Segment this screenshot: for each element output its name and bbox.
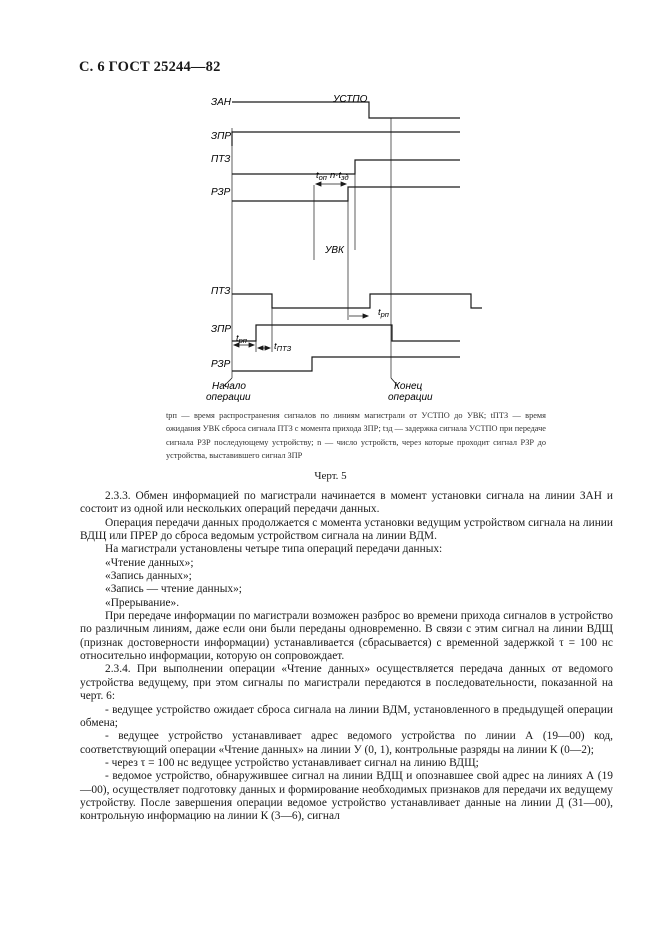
timing-diagram xyxy=(0,0,661,410)
label-zan: ЗАН xyxy=(211,97,232,108)
list-item: - ведущее устройство устанавливает адрес ведомого устройства по линии А (19—00) код, соответствующий операции «Чтение данных» на линии У (0, 1), контрольные разряды на линии К (0—2); xyxy=(80,730,613,756)
label-rzr-upper: РЗР xyxy=(211,187,231,198)
label-t-ptz: $t_{ПТЗ}$ xyxy=(274,341,292,353)
list-item: - ведомое устройство, обнаружившее сигнал на линии ВДЩ и опознавшее свой адрес на линиях А (19—00), осуществляет подготовку данных и формирование необходимых признаков для передачи их ведущему устройству. После завершения операции ведомое устройство устанавливает данные на линии Д (31—00), контрольную информацию на линии К (3—6), сигнал xyxy=(80,770,613,823)
diagram-legend: tрп — время распространения сигналов по линиям магистрали от УСТПО до УВК; tПТЗ — время ожидания УВК сброса сигнала ПТЗ с момента прихода ЗПР; tзд — задержка сигнала УСТПО при передаче сигнала РЗР последующему устройству; n — число устройств, через которые проходит сигнал РЗР до устройства, выставившего сигнал ЗПР xyxy=(166,411,546,461)
label-t-rp-left: $t_{рп}$ xyxy=(236,333,247,345)
page-header: С. 6 ГОСТ 25244—82 xyxy=(79,59,221,75)
list-item: «Чтение данных»; xyxy=(105,556,194,569)
label-t-op: $t_{оп}$ xyxy=(316,170,327,182)
label-n-tz: $n\cdot t_{зд}$ xyxy=(330,170,349,182)
waveform-zpr-lower xyxy=(232,325,460,341)
waveform-ptz-upper xyxy=(232,160,460,174)
paragraph: 2.3.4. При выполнении операции «Чтение данных» осуществляется передача данных от ведомого устройства ведущему, при этом сигналы по магистрали передаются в последовательности, показанной на черт. 6: xyxy=(80,663,613,703)
label-ustpo: УСТПО xyxy=(333,94,368,105)
label-rzr-lower: РЗР xyxy=(211,359,231,370)
waveform-ptz-lower xyxy=(232,294,482,308)
list-item: - ведущее устройство ожидает сброса сигнала на линии ВДМ, установленного в предыдущей операции обмена; xyxy=(80,703,613,729)
list-item: - через τ = 100 нс ведущее устройство устанавливает сигнал на линию ВДЩ; xyxy=(105,756,479,769)
paragraph: На магистрали установлены четыре типа операций передачи данных: xyxy=(105,543,443,556)
list-item: «Запись — чтение данных»; xyxy=(105,583,242,596)
waveform-zpr-upper xyxy=(232,132,460,146)
label-end-1: Конец xyxy=(394,381,423,392)
paragraph: Операция передачи данных продолжается с момента установки ведущим устройством сигнала на линии ВДЩ или ПРЕР до сброса ведомым устройством сигнала на линии ВДМ. xyxy=(80,516,613,543)
label-start-2: операции xyxy=(206,392,251,403)
label-zpr-upper: ЗПР xyxy=(211,131,232,142)
label-uvk: УВК xyxy=(325,245,344,256)
body-text xyxy=(80,490,613,824)
label-t-rp-right: $t_{рп}$ xyxy=(378,307,389,319)
paragraph: При передаче информации по магистрали возможен разброс во времени прихода сигналов в устройство по различным линиям, даже если они были переданы одновременно. В связи с этим сигнал на линии ВДЩ (признак достоверности информации) устанавливается (сбрасывается) с временной задержкой τ = 100 нс относительно информации, которую он сопровождает. xyxy=(80,610,613,663)
label-end-2: операции xyxy=(388,392,433,403)
list-item: «Запись данных»; xyxy=(105,570,192,583)
label-ptz-upper: ПТЗ xyxy=(211,154,231,165)
label-start-1: Начало xyxy=(212,381,246,392)
label-zpr-lower: ЗПР xyxy=(211,324,232,335)
figure-caption: Черт. 5 xyxy=(314,470,347,482)
waveform-rzr-upper xyxy=(232,187,460,201)
list-item: «Прерывание». xyxy=(105,596,180,609)
label-ptz-lower: ПТЗ xyxy=(211,286,231,297)
paragraph: 2.3.3. Обмен информацией по магистрали начинается в момент установки сигнала на линии ЗАН и состоит из одной или нескольких операций передачи данных. xyxy=(80,490,613,516)
waveform-rzr-lower xyxy=(232,357,460,371)
